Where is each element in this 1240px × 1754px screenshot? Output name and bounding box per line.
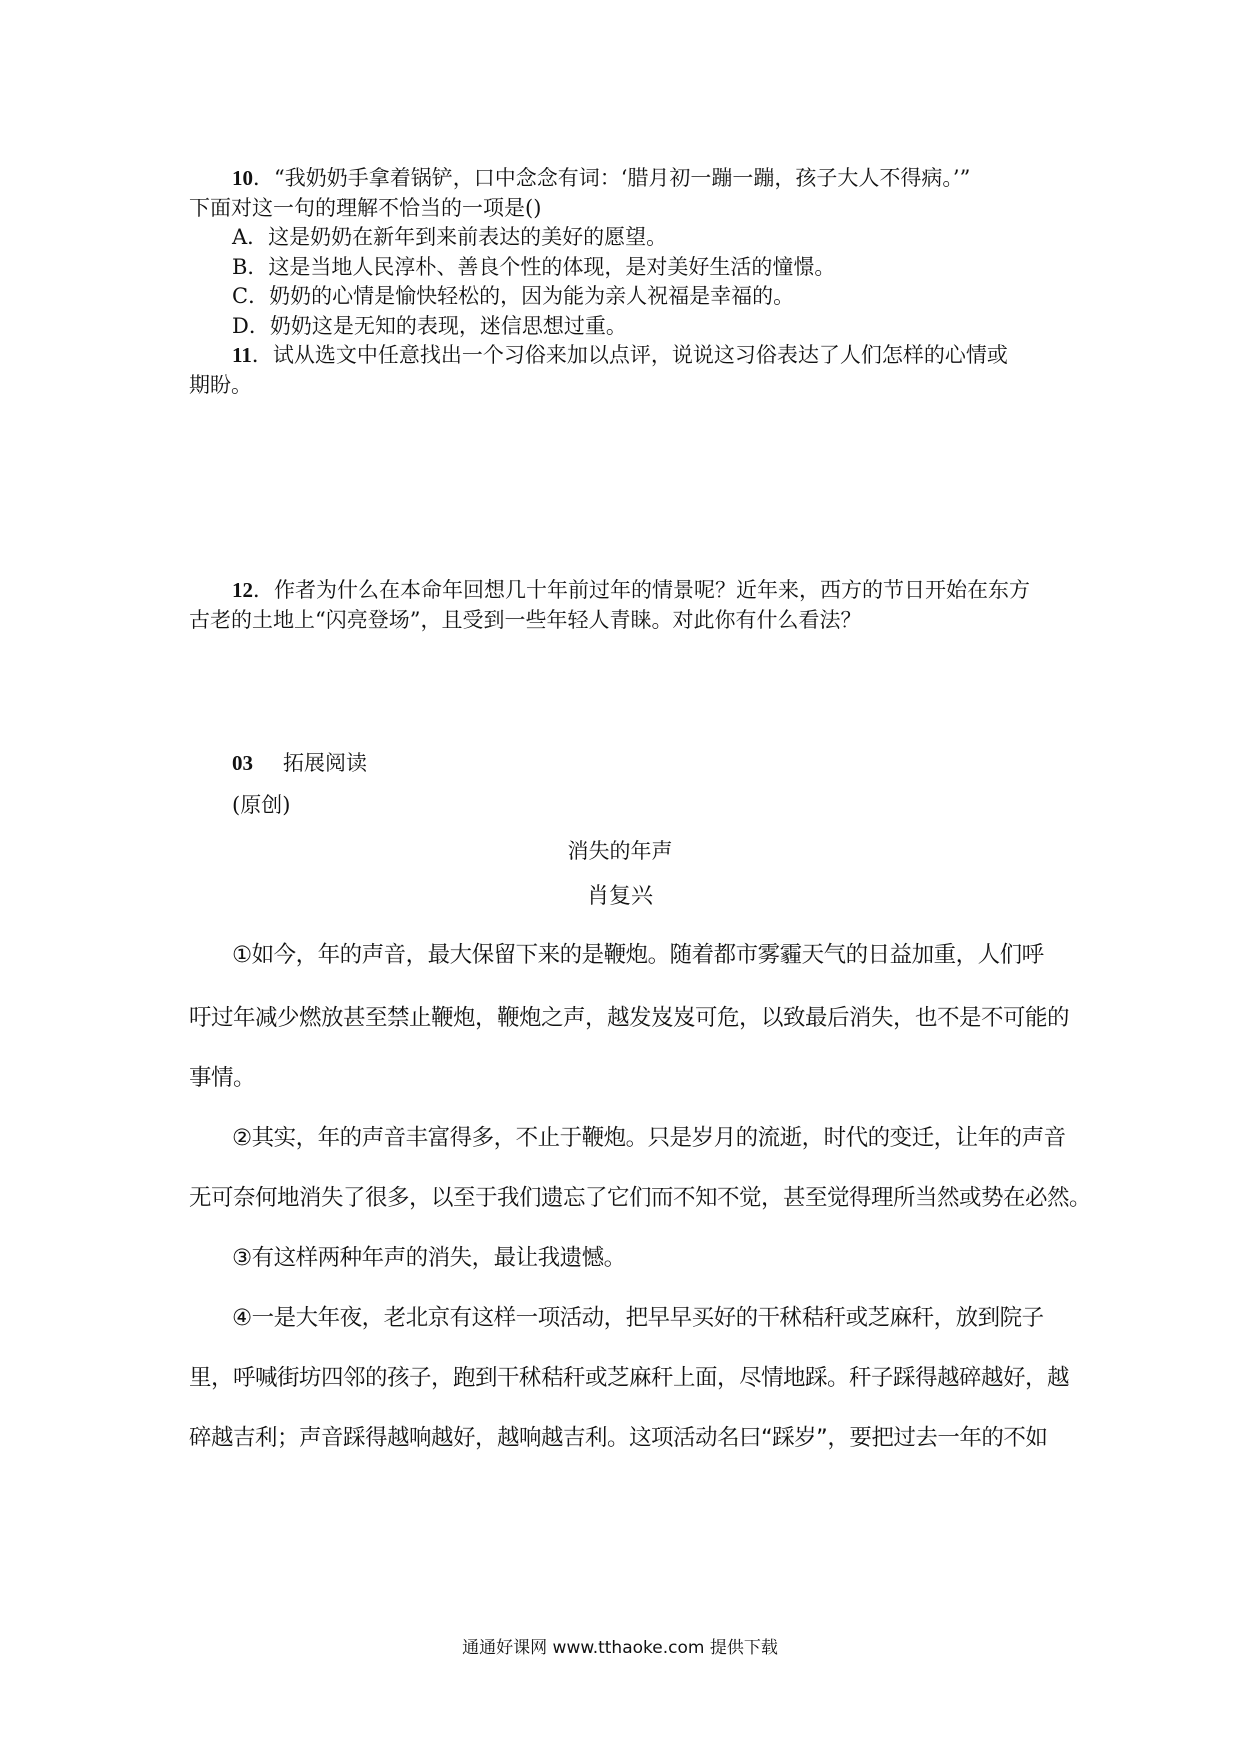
section-source: (原创) (232, 793, 291, 817)
q10-option-a: A．这是奶奶在新年到来前表达的美好的愿望。 (232, 225, 668, 249)
q10-stem-part2: 下面对这一句的理解不恰当的一项是() (189, 196, 542, 220)
q10-option-d: D．奶奶这是无知的表现，迷信思想过重。 (232, 314, 627, 338)
section-title: 拓展阅读 (283, 751, 367, 775)
q11-number: 11 (232, 343, 252, 367)
q10-stem-part1: “我奶奶手拿着锅铲，口中念念有词：‘腊月初一蹦一蹦，孩子大人不得病。’” (274, 166, 971, 190)
article-line: 碎越吉利；声音踩得越响越好，越响越吉利。这项活动名曰“踩岁”，要把过去一年的不如 (189, 1425, 1048, 1451)
article-line: ①如今，年的声音，最大保留下来的是鞭炮。随着都市雾霾天气的日益加重，人们呼 (232, 942, 1044, 968)
q10-option-c: C．奶奶的心情是愉快轻松的，因为能为亲人祝福是幸福的。 (232, 284, 795, 308)
q10-number: 10 (232, 166, 253, 190)
q12-stem-part1: ．作者为什么在本命年回想几十年前过年的情景呢？近年来，西方的节日开始在东方 (253, 578, 1030, 602)
article-line: ②其实，年的声音丰富得多，不止于鞭炮。只是岁月的流逝，时代的变迁，让年的声音 (232, 1125, 1066, 1151)
article-line: ③有这样两种年声的消失，最让我遗憾。 (232, 1245, 626, 1271)
q10-option-b: B．这是当地人民淳朴、善良个性的体现，是对美好生活的憧憬。 (232, 255, 836, 279)
q12-stem-part2: 古老的土地上“闪亮登场”，且受到一些年轻人青睐。对此你有什么看法？ (189, 608, 862, 632)
section-heading (232, 748, 367, 778)
section-number: 03 (232, 751, 253, 775)
article-line: 里，呼喊街坊四邻的孩子，跑到干秫秸秆或芝麻秆上面，尽情地踩。秆子踩得越碎越好，越 (189, 1365, 1070, 1391)
q11-stem-part2: 期盼。 (189, 373, 252, 397)
article-title: 消失的年声 (567, 839, 673, 863)
article-line: 无可奈何地消失了很多，以至于我们遗忘了它们而不知不觉，甚至觉得理所当然或势在必然。 (189, 1185, 1092, 1211)
article-line: 吁过年减少燃放甚至禁止鞭炮，鞭炮之声，越发岌岌可危，以致最后消失，也不是不可能的 (189, 1005, 1070, 1031)
article-author: 肖复兴 (586, 884, 653, 909)
q12-number: 12 (232, 578, 253, 602)
q11-line1 (232, 340, 1008, 370)
q12-line1 (232, 575, 1030, 605)
page-footer: 通通好课网 www.tthaoke.com 提供下载 (462, 1638, 778, 1658)
q11-stem-part1: ．试从选文中任意找出一个习俗来加以点评，说说这习俗表达了人们怎样的心情或 (251, 343, 1008, 367)
q10-line1: 10．“我奶奶手拿着锅铲，口中念念有词：‘腊月初一蹦一蹦，孩子大人不得病。’” (232, 166, 971, 190)
article-line: 事情。 (189, 1065, 256, 1091)
article-line: ④一是大年夜，老北京有这样一项活动，把早早买好的干秫秸秆或芝麻秆，放到院子 (232, 1305, 1044, 1331)
